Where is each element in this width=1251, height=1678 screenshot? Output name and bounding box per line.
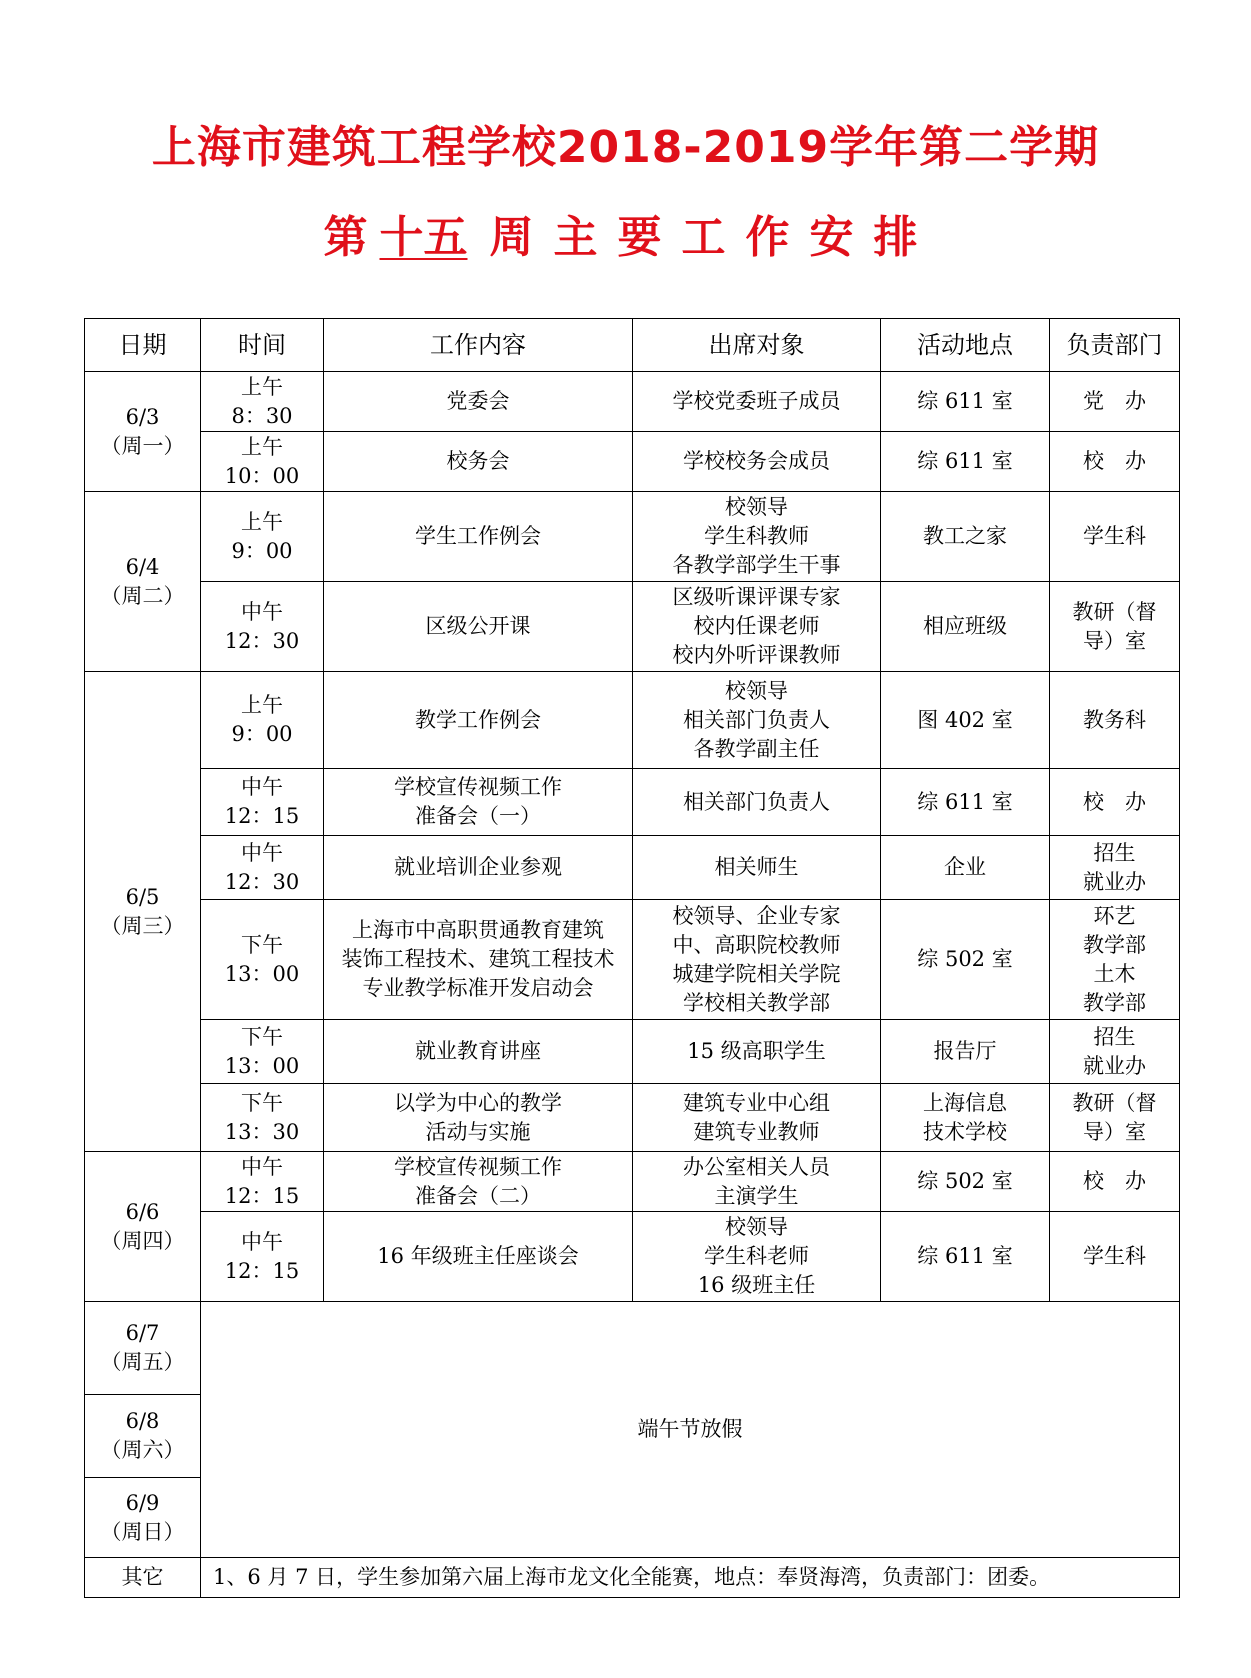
table-row bbox=[85, 582, 1180, 672]
table-row bbox=[85, 1212, 1180, 1302]
location-cell: 相应班级 bbox=[881, 582, 1050, 672]
holiday-cell: 端午节放假 bbox=[201, 1302, 1180, 1558]
location-cell: 综 611 室 bbox=[881, 432, 1050, 492]
other-label: 其它 bbox=[85, 1558, 201, 1598]
content-cell: 以学为中心的教学 活动与实施 bbox=[324, 1084, 633, 1152]
date-cell bbox=[85, 1478, 201, 1558]
time-cell: 中午 12：15 bbox=[201, 1152, 324, 1212]
dept-cell: 校 办 bbox=[1050, 432, 1180, 492]
time-cell: 上午 9：00 bbox=[201, 492, 324, 582]
weekday-text: （周六） bbox=[100, 1438, 185, 1462]
subtitle-prefix: 第 bbox=[323, 212, 368, 263]
attendees-cell: 校领导、企业专家 中、高职院校教师 城建学院相关学院 学校相关教学部 bbox=[633, 900, 881, 1020]
content-cell: 教学工作例会 bbox=[324, 672, 633, 769]
subtitle-char: 工 bbox=[681, 212, 726, 263]
content-cell: 校务会 bbox=[324, 432, 633, 492]
attendees-cell: 相关师生 bbox=[633, 836, 881, 900]
content-cell: 上海市中高职贯通教育建筑 装饰工程技术、建筑工程技术 专业教学标准开发启动会 bbox=[324, 900, 633, 1020]
dept-cell: 教研（督 导）室 bbox=[1050, 1084, 1180, 1152]
location-cell: 综 502 室 bbox=[881, 900, 1050, 1020]
content-cell: 党委会 bbox=[324, 372, 633, 432]
dept-cell: 党 办 bbox=[1050, 372, 1180, 432]
date-cell bbox=[85, 1302, 201, 1395]
date-text: 6/6 bbox=[125, 1199, 160, 1224]
subtitle-char: 排 bbox=[873, 212, 918, 263]
weekday-text: （周五） bbox=[100, 1350, 185, 1374]
content-cell: 学校宣传视频工作 准备会（二） bbox=[324, 1152, 633, 1212]
content-cell: 就业培训企业参观 bbox=[324, 836, 633, 900]
location-cell: 综 502 室 bbox=[881, 1152, 1050, 1212]
week-number: 十五 bbox=[379, 212, 468, 263]
dept-cell: 招生 就业办 bbox=[1050, 836, 1180, 900]
dept-cell: 校 办 bbox=[1050, 769, 1180, 836]
table-row bbox=[85, 1020, 1180, 1084]
attendees-cell: 相关部门负责人 bbox=[633, 769, 881, 836]
header-dept: 负责部门 bbox=[1050, 319, 1180, 372]
content-cell: 区级公开课 bbox=[324, 582, 633, 672]
subtitle-char: 安 bbox=[809, 212, 854, 263]
table-row bbox=[85, 372, 1180, 432]
subtitle-char: 周 bbox=[489, 212, 534, 263]
date-text: 6/4 bbox=[125, 554, 160, 579]
table-row bbox=[85, 836, 1180, 900]
location-cell: 综 611 室 bbox=[881, 769, 1050, 836]
attendees-cell: 建筑专业中心组 建筑专业教师 bbox=[633, 1084, 881, 1152]
table-row bbox=[85, 492, 1180, 582]
location-cell: 报告厅 bbox=[881, 1020, 1050, 1084]
location-cell: 图 402 室 bbox=[881, 672, 1050, 769]
attendees-cell: 校领导 相关部门负责人 各教学副主任 bbox=[633, 672, 881, 769]
attendees-cell: 区级听课评课专家 校内任课老师 校内外听评课教师 bbox=[633, 582, 881, 672]
header-content: 工作内容 bbox=[324, 319, 633, 372]
dept-cell: 环艺 教学部 土木 教学部 bbox=[1050, 900, 1180, 1020]
page-subtitle bbox=[0, 208, 1251, 268]
time-cell: 中午 12：15 bbox=[201, 769, 324, 836]
date-text: 6/3 bbox=[125, 404, 160, 429]
location-cell: 上海信息 技术学校 bbox=[881, 1084, 1050, 1152]
subtitle-char: 作 bbox=[745, 212, 790, 263]
other-note: 1、6 月 7 日，学生参加第六届上海市龙文化全能赛，地点：奉贤海湾，负责部门：团委。 bbox=[201, 1558, 1180, 1598]
time-cell: 下午 13：30 bbox=[201, 1084, 324, 1152]
date-cell bbox=[85, 672, 201, 1152]
time-cell: 下午 13：00 bbox=[201, 1020, 324, 1084]
table-row bbox=[85, 769, 1180, 836]
weekday-text: （周四） bbox=[100, 1228, 185, 1253]
time-cell: 上午 10：00 bbox=[201, 432, 324, 492]
dept-cell: 学生科 bbox=[1050, 1212, 1180, 1302]
location-cell: 综 611 室 bbox=[881, 1212, 1050, 1302]
weekday-text: （周二） bbox=[100, 583, 185, 608]
date-cell bbox=[85, 492, 201, 672]
location-cell: 企业 bbox=[881, 836, 1050, 900]
time-cell: 中午 12：30 bbox=[201, 582, 324, 672]
time-cell: 上午 9：00 bbox=[201, 672, 324, 769]
header-attendees: 出席对象 bbox=[633, 319, 881, 372]
table-row bbox=[85, 1558, 1180, 1598]
weekday-text: （周日） bbox=[100, 1519, 185, 1544]
content-cell: 学生工作例会 bbox=[324, 492, 633, 582]
time-cell: 下午 13：00 bbox=[201, 900, 324, 1020]
dept-cell: 校 办 bbox=[1050, 1152, 1180, 1212]
table-row bbox=[85, 900, 1180, 1020]
table-row bbox=[85, 432, 1180, 492]
time-cell: 上午 8：30 bbox=[201, 372, 324, 432]
table-row bbox=[85, 1084, 1180, 1152]
location-cell: 综 611 室 bbox=[881, 372, 1050, 432]
table-row bbox=[85, 1152, 1180, 1212]
page-title: 上海市建筑工程学校2018-2019学年第二学期 bbox=[151, 122, 1100, 173]
content-cell: 学校宣传视频工作 准备会（一） bbox=[324, 769, 633, 836]
time-cell: 中午 12：30 bbox=[201, 836, 324, 900]
dept-cell: 教研（督 导）室 bbox=[1050, 582, 1180, 672]
attendees-cell: 校领导 学生科教师 各教学部学生干事 bbox=[633, 492, 881, 582]
subtitle-char: 主 bbox=[553, 212, 598, 263]
dept-cell: 教务科 bbox=[1050, 672, 1180, 769]
header-date: 日期 bbox=[85, 319, 201, 372]
content-cell: 16 年级班主任座谈会 bbox=[324, 1212, 633, 1302]
attendees-cell: 15 级高职学生 bbox=[633, 1020, 881, 1084]
attendees-cell: 学校党委班子成员 bbox=[633, 372, 881, 432]
date-cell bbox=[85, 372, 201, 492]
date-cell bbox=[85, 1395, 201, 1478]
attendees-cell: 办公室相关人员 主演学生 bbox=[633, 1152, 881, 1212]
location-cell: 教工之家 bbox=[881, 492, 1050, 582]
date-text: 6/7 bbox=[125, 1321, 160, 1345]
time-cell: 中午 12：15 bbox=[201, 1212, 324, 1302]
header-time: 时间 bbox=[201, 319, 324, 372]
weekday-text: （周三） bbox=[100, 913, 185, 938]
attendees-cell: 学校校务会成员 bbox=[633, 432, 881, 492]
dept-cell: 学生科 bbox=[1050, 492, 1180, 582]
dept-cell: 招生 就业办 bbox=[1050, 1020, 1180, 1084]
date-text: 6/9 bbox=[125, 1490, 160, 1515]
table-row bbox=[85, 1302, 1180, 1395]
table-row bbox=[85, 672, 1180, 769]
date-text: 6/8 bbox=[125, 1409, 160, 1433]
content-cell: 就业教育讲座 bbox=[324, 1020, 633, 1084]
subtitle-char: 要 bbox=[617, 212, 662, 263]
header-location: 活动地点 bbox=[881, 319, 1050, 372]
attendees-cell: 校领导 学生科老师 16 级班主任 bbox=[633, 1212, 881, 1302]
date-cell bbox=[85, 1152, 201, 1302]
header-row bbox=[85, 319, 1180, 372]
date-text: 6/5 bbox=[125, 884, 160, 909]
weekday-text: （周一） bbox=[100, 433, 185, 458]
schedule-table bbox=[84, 318, 1180, 1598]
